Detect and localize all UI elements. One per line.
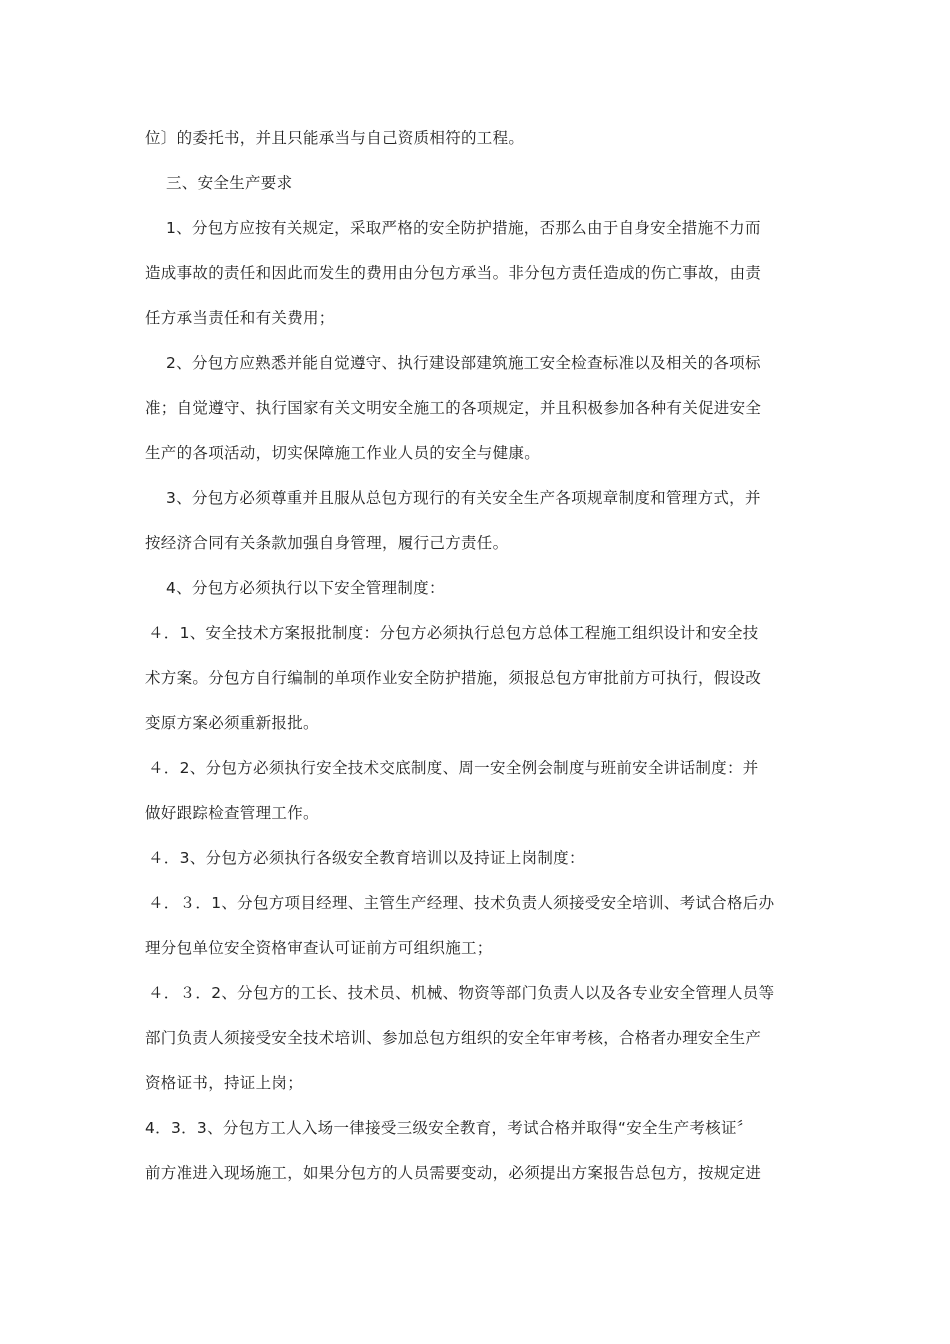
paragraph-line: 部门负责人须接受安全技术培训、参加总包方组织的安全年审考核，合格者办理安全生产 [145, 1029, 762, 1047]
paragraph-line: 准；自觉遵守、执行国家有关文明安全施工的各项规定，并且积极参加各种有关促进安全 [145, 399, 762, 417]
section-heading: 三、安全生产要求 [166, 174, 293, 192]
paragraph-line: 位〕的委托书，并且只能承当与自己资质相符的工程。 [145, 129, 525, 147]
paragraph-line: ４．3、分包方必须执行各级安全教育培训以及持证上岗制度： [148, 849, 585, 867]
paragraph-line: 2、分包方应熟悉并能自觉遵守、执行建设部建筑施工安全检查标准以及相关的各项标 [166, 354, 761, 372]
paragraph-line: ４．2、分包方必须执行安全技术交底制度、周一安全例会制度与班前安全讲话制度：并 [148, 759, 759, 777]
paragraph-line: ４．３．1、分包方项目经理、主管生产经理、技术负责人须接受安全培训、考试合格后办 [148, 894, 775, 912]
paragraph-line: 资格证书，持证上岗； [145, 1074, 304, 1092]
paragraph-line: 4．3．3、分包方工人入场一律接受三级安全教育，考试合格并取得“安全生产考核证〞 [145, 1119, 753, 1137]
paragraph-line: 前方准进入现场施工，如果分包方的人员需要变动，必须提出方案报告总包方，按规定进 [145, 1164, 762, 1182]
paragraph-line: 生产的各项活动，切实保障施工作业人员的安全与健康。 [145, 444, 541, 462]
paragraph-line: 按经济合同有关条款加强自身管理，履行己方责任。 [145, 534, 509, 552]
paragraph-line: 理分包单位安全资格审查认可证前方可组织施工； [145, 939, 493, 957]
paragraph-line: 变原方案必须重新报批。 [145, 714, 319, 732]
paragraph-line: 任方承当责任和有关费用； [145, 309, 335, 327]
paragraph-line: ４．1、安全技术方案报批制度：分包方必须执行总包方总体工程施工组织设计和安全技 [148, 624, 759, 642]
paragraph-line: 1、分包方应按有关规定，采取严格的安全防护措施，否那么由于自身安全措施不力而 [166, 219, 761, 237]
paragraph-line: 术方案。分包方自行编制的单项作业安全防护措施，须报总包方审批前方可执行，假设改 [145, 669, 762, 687]
paragraph-line: 造成事故的责任和因此而发生的费用由分包方承当。非分包方责任造成的伤亡事故，由责 [145, 264, 762, 282]
paragraph-line: ４．３．2、分包方的工长、技术员、机械、物资等部门负责人以及各专业安全管理人员等 [148, 984, 775, 1002]
paragraph-line: 做好跟踪检查管理工作。 [145, 804, 319, 822]
paragraph-line: 3、分包方必须尊重并且服从总包方现行的有关安全生产各项规章制度和管理方式，并 [166, 489, 761, 507]
paragraph-line: 4、分包方必须执行以下安全管理制度： [166, 579, 445, 597]
